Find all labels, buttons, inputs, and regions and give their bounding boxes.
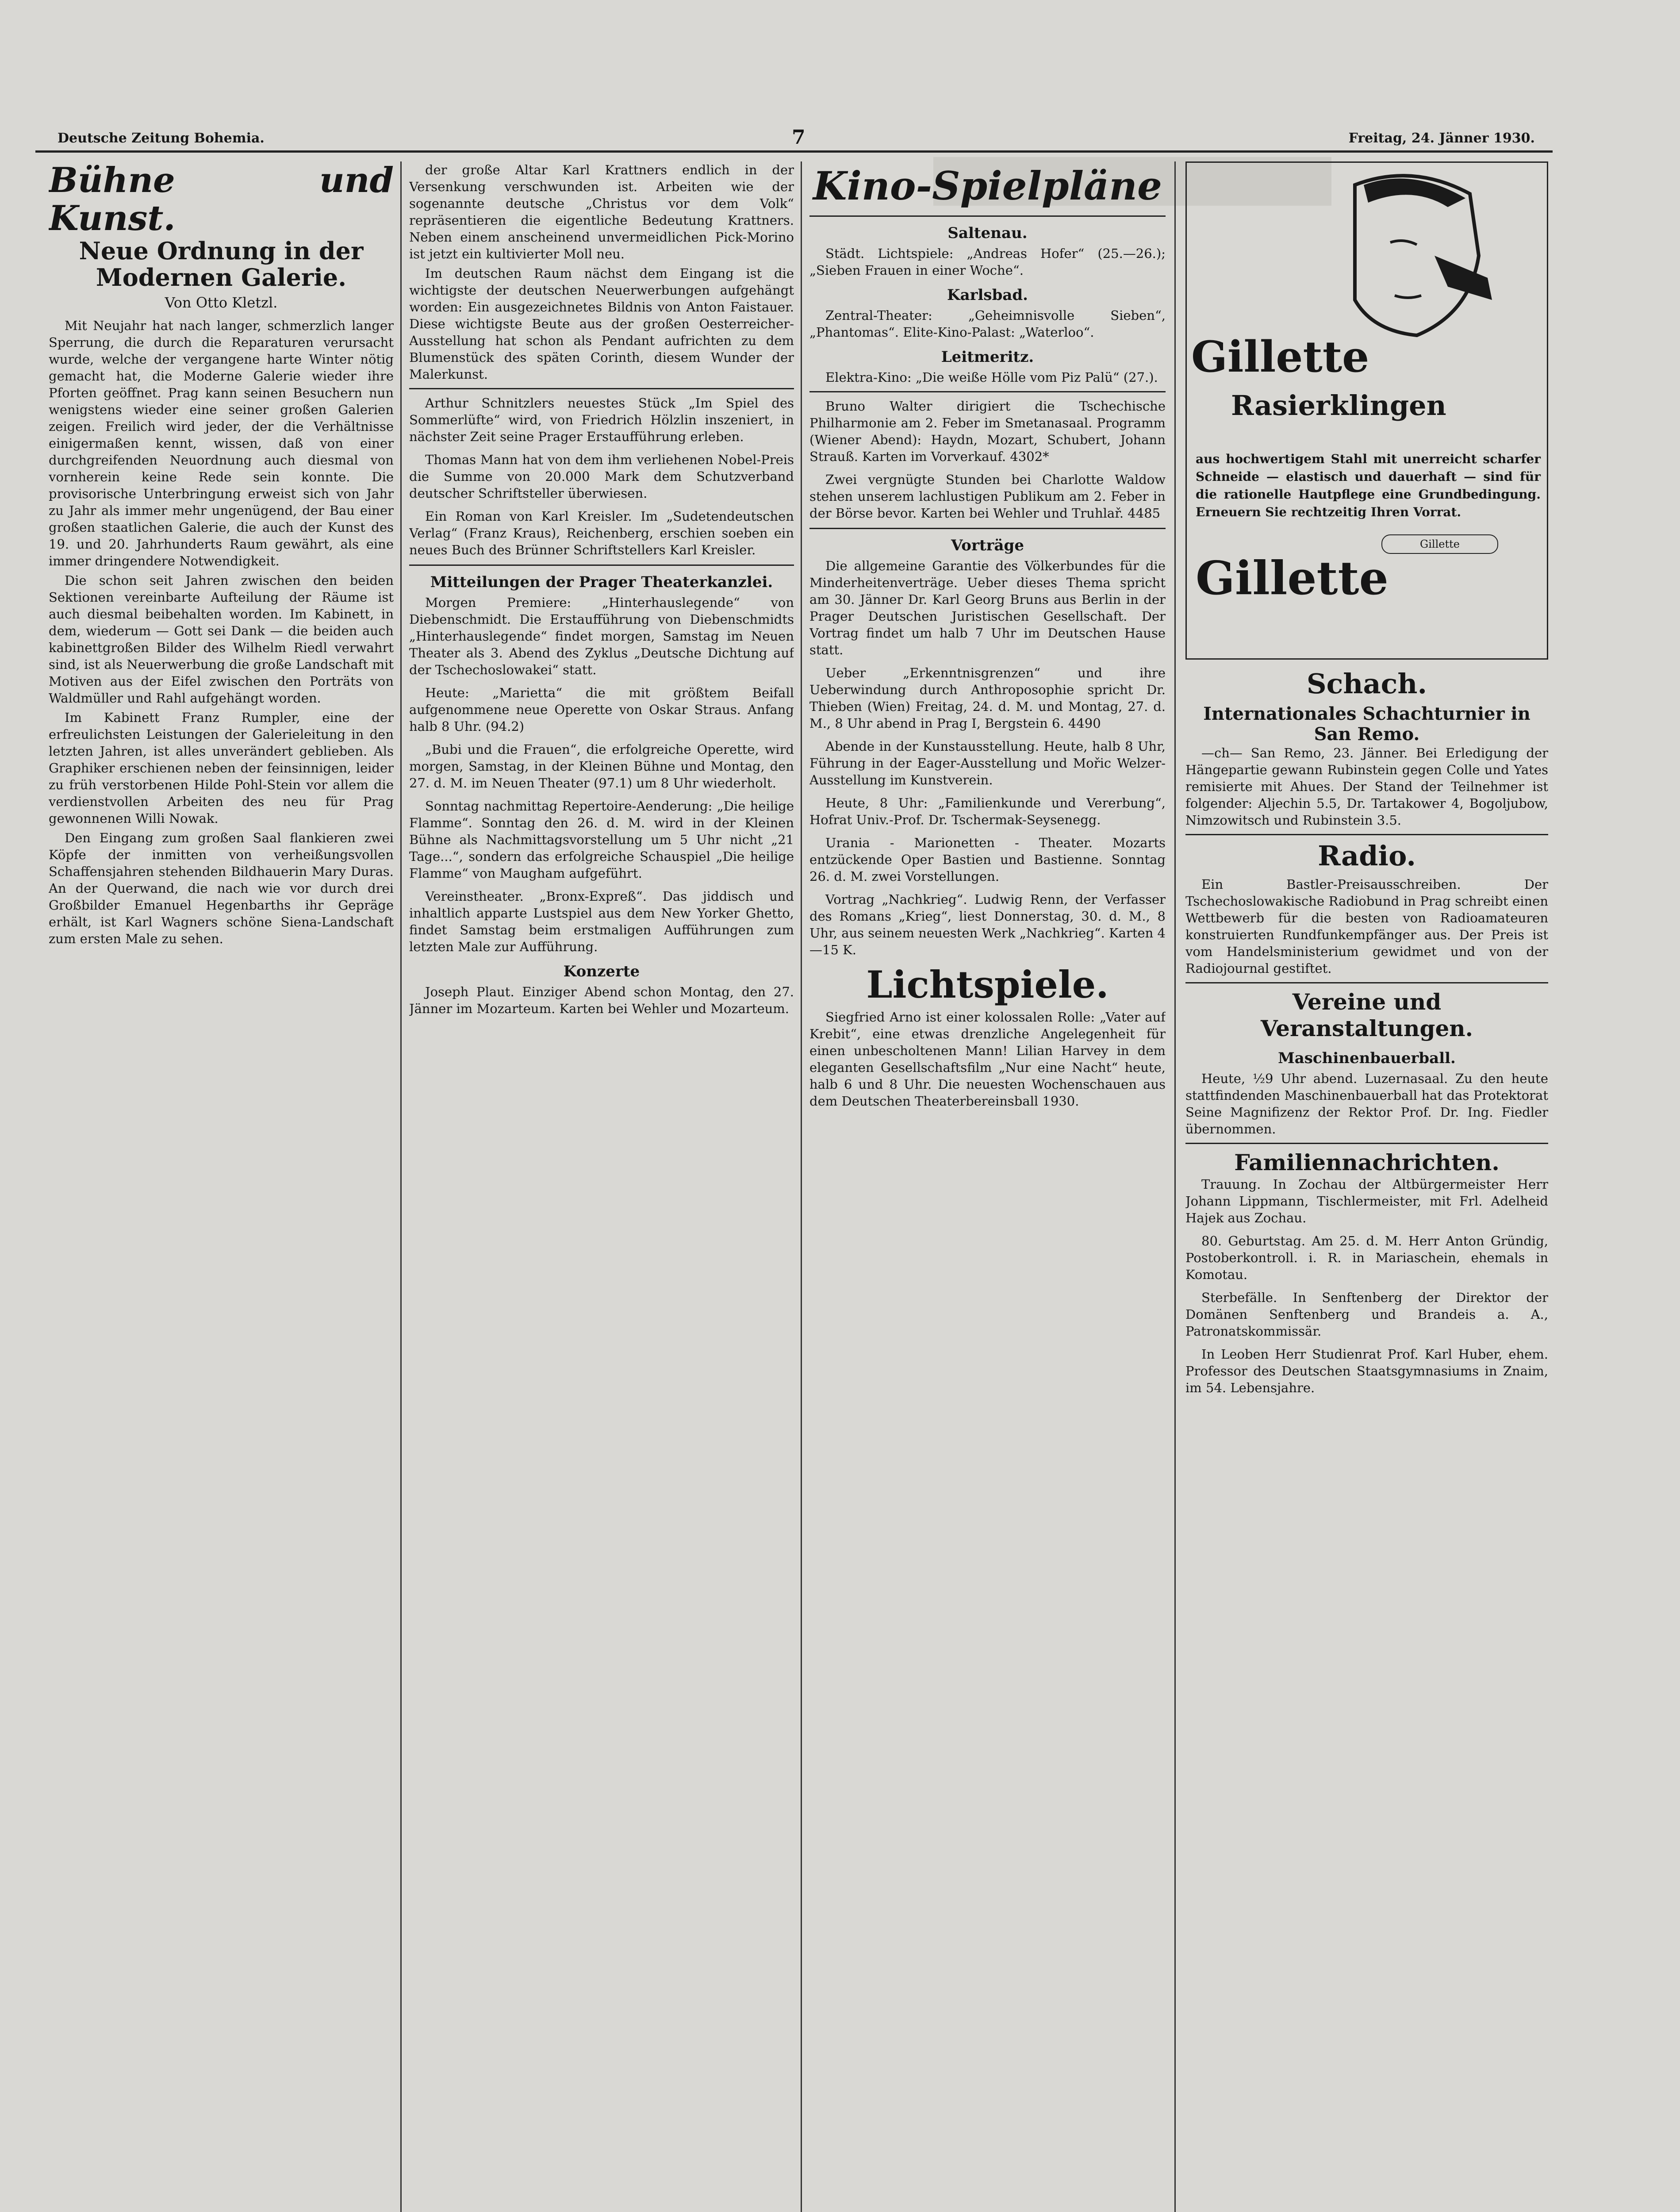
theater-heading: Mitteilungen der Prager Theaterkanzlei. (430, 573, 773, 591)
ad-logo-badge: Gillette (1381, 534, 1498, 554)
gillette-advertisement (1185, 161, 1548, 660)
page-number: 7 (792, 126, 805, 149)
vortrag-item: Die allgemeine Garantie des Völkerbundes für die Minderheitenverträge. Ueber dieses Thema spricht am 30. Jänner Dr. Karl Georg Bruns aus Berlin in der Prager Deutschen Juristischen Gesellschaft. Der Vortrag findet um halb 7 Uhr im Deutschen Hause statt. (809, 558, 1166, 657)
vortrag-item: Heute, 8 Uhr: „Familienkunde und Vererbung“, Hofrat Univ.-Prof. Dr. Tschermak-Seysenegg. (809, 795, 1166, 827)
ad-product: Rasierklingen (1231, 389, 1446, 422)
familien-item: Trauung. In Zochau der Altbürgermeister Herr Johann Lippmann, Tischlermeister, mit Frl. Adelheid Hajek aus Zochau. (1185, 1177, 1548, 1225)
section-title: Bühne und Kunst. (49, 161, 394, 238)
divider (1185, 1143, 1548, 1144)
schach-subheading: Internationales Schachturnier in San Remo. (1203, 703, 1530, 745)
news-item: Ein Roman von Karl Kreisler. Im „Sudetendeutschen Verlag“ (Franz Kraus), Reichenberg, erschien soeben ein neues Buch des Brünner Schriftstellers Karl Kreisler. (409, 509, 794, 557)
news-item: Arthur Schnitzlers neuestes Stück „Im Spiel des Sommerlüfte“ wird, von Friedrich Hölzlin inszeniert, in nächster Zeit seine Prager Erstaufführung erleben. (409, 396, 794, 444)
kino-text: Elektra-Kino: „Die weiße Hölle vom Piz Palü“ (27.). (825, 370, 1158, 385)
masthead-rule (35, 150, 1553, 153)
masthead (31, 126, 1535, 153)
column-buehne-und-kunst (49, 161, 394, 2212)
ad-text: aus hochwertigem Stahl mit unerreicht scharfer Schneide — elastisch und dauerhaft — sind für die rationelle Hautpflege eine Grundbedingung. Erneuern Sie rechtzeitig Ihren Vorrat. (1196, 452, 1541, 519)
divider (1185, 834, 1548, 835)
kino-city: Karlsbad. (947, 286, 1028, 304)
divider (409, 388, 794, 389)
familien-heading: Familiennachrichten. (1234, 1149, 1500, 1175)
kino-city: Leitmeritz. (941, 348, 1034, 366)
familien-item: In Leoben Herr Studienrat Prof. Karl Huber, ehem. Professor des Deutschen Staatsgymnasiums in Znaim, im 54. Lebensjahre. (1185, 1347, 1548, 1395)
paper-title: Deutsche Zeitung Bohemia. (58, 131, 265, 146)
theater-item: Vereinstheater. „Bronx-Expreß“. Das jiddisch und inhaltlich apparte Lustspiel aus dem New Yorker Ghetto, findet Samstag beim erstmaligen Aufführungen zum letzten Male zur Aufführung. (409, 889, 794, 954)
theater-item: Morgen Premiere: „Hinterhauslegende“ von Diebenschmidt. Die Erstaufführung von Diebenschmidts „Hinterhauslegende“ findet morgen, Samstag im Neuen Theater als 3. Abend des Zyklus „Deutsche Dichtung auf der Tschechoslowakei“ statt. (409, 595, 794, 677)
vereine-heading: Vereine und Veranstaltungen. (1260, 989, 1473, 1041)
issue-date: Freitag, 24. Jänner 1930. (1348, 131, 1535, 146)
column-right (1185, 161, 1548, 2212)
divider (1185, 982, 1548, 983)
vereine-text: Heute, ½9 Uhr abend. Luzernasaal. Zu den heute stattfindenden Maschinenbauerball hat das Protektorat Seine Magnifizenz der Rektor Prof. Dr. Ing. Fiedler übernommen. (1185, 1071, 1548, 1137)
radio-text: Ein Bastler-Preisausschreiben. Der Tschechoslowakische Radiobund in Prag schreibt einen Wettbewerb für die besten von Radioamateuren konstruierten Rundfunkempfänger aus. Der Preis ist vom Handelsministerium gewidmet und von der Radiojournal gestiftet. (1185, 877, 1548, 976)
divider (809, 528, 1166, 529)
kino-city: Saltenau. (947, 224, 1028, 242)
article-headline: Neue Ordnung in der Modernen Galerie. (79, 237, 364, 292)
paragraph: Im Kabinett Franz Rumpler, eine der erfreulichsten Leistungen der Galerieleitung in den letzten Jahren, ist alles unverändert geblieben. Als Graphiker erschienen neben der feinsinnigen, leider zu früh verstorbenen Hilde Pohl-Stein vor allem die verdienstvollen Arbeiten des neu für Prag gewonnenen Willi Nowak. (49, 710, 394, 826)
vortraege-heading: Vorträge (951, 537, 1024, 554)
paragraph: Im deutschen Raum nächst dem Eingang ist die wichtigste der deutschen Neuerwerbungen aufgehängt worden: Ein ausgezeichnetes Bildnis von Anton Faistauer. Diese wichtigste Beute aus der großen Oesterreicher-Ausstellung hat schon als Pendant aufrichten zu dem Blumenstück des späten Corinth, diesem Wunder der Malerkunst. (409, 266, 794, 382)
lichtspiele-text: Siegfried Arno ist einer kolossalen Rolle: „Vater auf Krebit“, eine etwas drenzliche Angelegenheit für einen unbescholtenen Mann! Lilian Harvey in dem eleganten Gesellschaftsfilm „Nur eine Nacht“ heute, halb 6 und 8 Uhr. Die neuesten Wochenschauen aus dem Deutschen Theaterbereinsball 1930. (809, 1010, 1166, 1109)
byline: Von Otto Kletzl. (165, 294, 278, 311)
vortrag-item: Abende in der Kunstausstellung. Heute, halb 8 Uhr, Führung in der Eager-Ausstellung und Mořic Welzer-Ausstellung im Kunstverein. (809, 739, 1166, 787)
column-divider (1174, 161, 1176, 2212)
konzerte-heading: Konzerte (563, 963, 640, 980)
schach-heading: Schach. (1306, 668, 1427, 700)
divider (809, 215, 1166, 217)
vereine-subheading: Maschinenbauerball. (1278, 1049, 1456, 1067)
ad-logo: Gillette (1196, 551, 1388, 605)
familien-item: Sterbefälle. In Senftenberg der Direktor der Domänen Senftenberg und Brandeis a. A., Patronatskommissär. (1185, 1290, 1548, 1339)
divider (809, 391, 1166, 392)
column-kino (809, 161, 1166, 2212)
lichtspiele-heading: Lichtspiele. (866, 963, 1109, 1006)
theater-item: „Bubi und die Frauen“, die erfolgreiche Operette, wird morgen, Samstag, in der Kleinen Bühne und Montag, den 27. d. M. im Neuen Theater (97.1) um 8 Uhr wiederholt. (409, 742, 794, 791)
kino-text: Städt. Lichtspiele: „Andreas Hofer“ (25.—26.); „Sieben Frauen in einer Woche“. (809, 246, 1166, 278)
theater-item: Heute: „Marietta“ die mit größtem Beifall aufgenommene neue Operette von Oskar Straus. Anfang halb 8 Uhr. (94.2) (409, 685, 794, 734)
paragraph: Den Eingang zum großen Saal flankieren zwei Köpfe der inmitten von verheißungsvollen Schaffensjahren stehenden Bildhauerin Mary Duras. An der Querwand, die nach wie vor durch drei Großbilder Emanuel Hegenbarths ihr Gepräge erhält, ist Karl Wagners schöne Siena-Landschaft zum ersten Male zu sehen. (49, 830, 394, 946)
notice: Zwei vergnügte Stunden bei Charlotte Waldow stehen unserem lachlustigen Publikum am 2. Feber in der Börse bevor. Karten bei Wehler und Truhlař. 4485 (809, 472, 1166, 521)
familien-item: 80. Geburtstag. Am 25. d. M. Herr Anton Gründig, Postoberkontroll. i. R. in Mariaschein, ehemals in Komotau. (1185, 1233, 1548, 1282)
kino-text: Zentral-Theater: „Geheimnisvolle Sieben“, „Phantomas“. Elite-Kino-Palast: „Waterloo“. (809, 308, 1166, 340)
divider (409, 565, 794, 566)
radio-heading: Radio. (1318, 840, 1416, 872)
kino-title: Kino-Spielpläne (813, 163, 1162, 209)
vortrag-item: Vortrag „Nachkrieg“. Ludwig Renn, der Verfasser des Romans „Krieg“, liest Donnerstag, 30. d. M., 8 Uhr, aus seinem neuesten Werk „Nachkrieg“. Karten 4—15 K. (809, 892, 1166, 957)
shaving-man-illustration (1302, 167, 1523, 353)
ad-brand: Gillette (1191, 332, 1369, 382)
schach-text: —ch— San Remo, 23. Jänner. Bei Erledigung der Hängepartie gewann Rubinstein gegen Colle und Yates remisierte mit Ahues. Der Stand der Teilnehmer ist folgender: Aljechin 5.5, Dr. Tartakower 4, Bogoljubow, Nimzowitsch und Rubinstein 3.5. (1185, 745, 1548, 828)
vortrag-item: Urania - Marionetten - Theater. Mozarts entzückende Oper Bastien und Bastienne. Sonntag 26. d. M. zwei Vorstellungen. (809, 835, 1166, 884)
news-item: Thomas Mann hat von dem ihm verliehenen Nobel-Preis die Summe von 20.000 Mark dem Schutzverband deutscher Schriftsteller überwiesen. (409, 452, 794, 501)
theater-item: Sonntag nachmittag Repertoire-Aenderung: „Die heilige Flamme“. Sonntag den 26. d. M. wird in der Kleinen Bühne als Nachmittagsvorstellung um 5 Uhr nicht „21 Tage...“, sondern das erfolgreiche Schauspiel „Die heilige Flamme“ von Maugham aufgeführt. (409, 799, 794, 881)
paragraph: Mit Neujahr hat nach langer, schmerzlich langer Sperrung, die durch die Reparaturen verursacht wurde, welche der vergangene harte Winter nötig gemacht hat, die Moderne Galerie wieder ihre Pforten geöffnet. Prag kann seinen Besuchern nun wenigstens wieder eine seiner großen Galerien zeigen. Freilich wird jeder, der die Verhältnisse einigermaßen kennt, wissen, daß von einer durchgreifenden Neuordnung auch diesmal von vornherein keine Rede sein konnte. Die provisorische Unterbringung erweist sich von Jahr zu Jahr als immer mehr ungenügend, der Bau einer großen staatlichen Galerie, die auch der Kunst des 19. und 20. Jahrhunderts Raum gewährt, als eine immer dringendere Notwendigkeit. (49, 318, 394, 568)
paragraph: der große Altar Karl Krattners endlich in der Versenkung verschwunden ist. Arbeiten wie der sogenannte deutsche „Christus vor dem Volk“ repräsentieren die eigentliche Bedeutung Krattners. Neben einem anscheinend unvermeidlichen Pick-Morino ist jetzt ein kultivierter Moll neu. (409, 162, 794, 261)
notice: Bruno Walter dirigiert die Tschechische Philharmonie am 2. Feber im Smetanasaal. Programm (Wiener Abend): Haydn, Mozart, Schubert, Johann Strauß. Karten im Vorverkauf. 4302* (809, 399, 1166, 464)
column-divider (801, 161, 802, 2212)
column-continuation (409, 161, 794, 2212)
konzert-item: Joseph Plaut. Einziger Abend schon Montag, den 27. Jänner im Mozarteum. Karten bei Wehler und Mozarteum. (409, 984, 794, 1016)
vortrag-item: Ueber „Erkenntnisgrenzen“ und ihre Ueberwindung durch Anthroposophie spricht Dr. Thieben (Wien) Freitag, 24. d. M. und Montag, 27. d. M., 8 Uhr abend in Prag I, Bergstein 6. 4490 (809, 665, 1166, 731)
column-divider (400, 161, 402, 2212)
paragraph: Die schon seit Jahren zwischen den beiden Sektionen vereinbarte Aufteilung der Räume ist auch diesmal beibehalten worden. Im Kabinett, in dem, wiederum — Gott sei Dank — die beiden auch kabinettgroßen Bilder des Wilhelm Riedl verwahrt sind, ist als Neuerwerbung die große Landschaft mit Motiven aus der Eifel zwischen den Porträts von Waldmüller und Rahl aufgehängt worden. (49, 573, 394, 706)
